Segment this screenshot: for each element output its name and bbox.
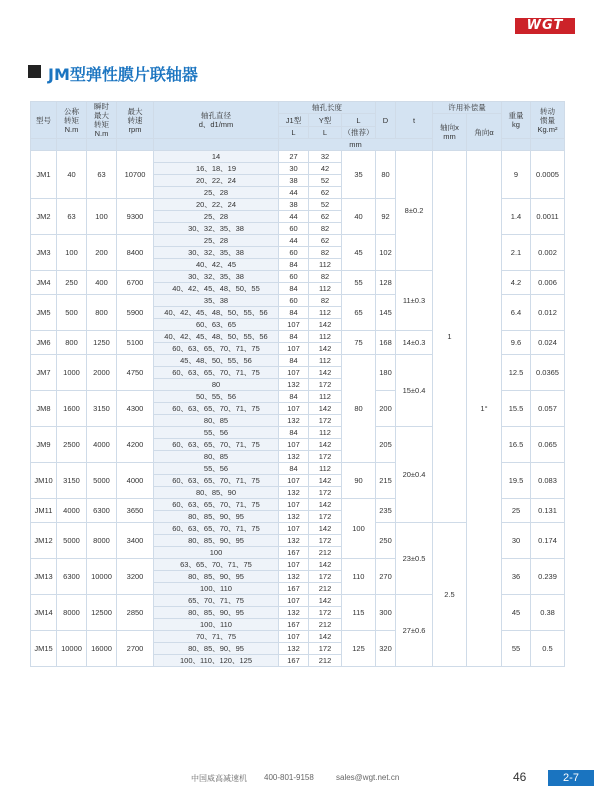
- header-blank: [117, 139, 154, 151]
- d-cell: 80: [376, 151, 396, 199]
- peak-torque-cell: 16000: [87, 631, 117, 667]
- bore-diameter-cell: 100: [154, 547, 279, 559]
- model-cell: JM6: [31, 331, 57, 355]
- y-length-cell: 112: [309, 355, 342, 367]
- y-length-cell: 142: [309, 499, 342, 511]
- header-blank: [31, 139, 57, 151]
- j1-length-cell: 132: [279, 511, 309, 523]
- j1-length-cell: 84: [279, 355, 309, 367]
- max-speed-cell: 4750: [117, 355, 154, 391]
- nominal-torque-cell: 1000: [57, 355, 87, 391]
- peak-torque-cell: 12500: [87, 595, 117, 631]
- inertia-cell: 0.174: [531, 523, 565, 559]
- nominal-torque-cell: 250: [57, 271, 87, 295]
- bore-diameter-cell: 55、56: [154, 463, 279, 475]
- weight-cell: 6.4: [502, 295, 531, 331]
- y-length-cell: 82: [309, 295, 342, 307]
- inertia-cell: 0.0011: [531, 199, 565, 235]
- model-cell: JM5: [31, 295, 57, 331]
- nominal-torque-cell: 10000: [57, 631, 87, 667]
- header-l-length: L: [342, 114, 376, 127]
- bore-diameter-cell: 55、56: [154, 427, 279, 439]
- j1-length-cell: 167: [279, 583, 309, 595]
- y-length-cell: 112: [309, 463, 342, 475]
- bore-diameter-cell: 20、22、24: [154, 175, 279, 187]
- peak-torque-cell: 400: [87, 271, 117, 295]
- weight-cell: 19.5: [502, 463, 531, 499]
- model-cell: JM15: [31, 631, 57, 667]
- d-cell: 200: [376, 391, 396, 427]
- header-blank: [154, 139, 279, 151]
- inertia-cell: 0.006: [531, 271, 565, 295]
- bore-diameter-cell: 100、110、120、125: [154, 655, 279, 667]
- d-cell: 168: [376, 331, 396, 355]
- y-length-cell: 112: [309, 259, 342, 271]
- l-recommended-cell: 75: [342, 331, 376, 355]
- bore-diameter-cell: 80: [154, 379, 279, 391]
- square-bullet-icon: [28, 65, 41, 78]
- d-cell: 128: [376, 271, 396, 295]
- y-length-cell: 172: [309, 571, 342, 583]
- bore-diameter-cell: 25、28: [154, 211, 279, 223]
- y-length-cell: 172: [309, 379, 342, 391]
- bore-diameter-cell: 40、42、45: [154, 259, 279, 271]
- j1-length-cell: 60: [279, 295, 309, 307]
- table-header: [31, 102, 565, 151]
- header-j1-type: J1型: [279, 114, 309, 127]
- header-unit-mm: mm: [279, 139, 433, 151]
- d-cell: 145: [376, 295, 396, 331]
- header-blank: [531, 139, 565, 151]
- j1-length-cell: 84: [279, 331, 309, 343]
- j1-length-cell: 60: [279, 247, 309, 259]
- model-cell: JM2: [31, 199, 57, 235]
- j1-length-cell: 84: [279, 259, 309, 271]
- j1-length-cell: 84: [279, 283, 309, 295]
- j1-length-cell: 167: [279, 655, 309, 667]
- j1-length-cell: 107: [279, 319, 309, 331]
- model-cell: JM4: [31, 271, 57, 295]
- j1-length-cell: 84: [279, 307, 309, 319]
- t-cell: 27±0.6: [396, 595, 433, 667]
- axial-cell: 2.5: [433, 523, 467, 667]
- max-speed-cell: 9300: [117, 199, 154, 235]
- bore-diameter-cell: 100、110: [154, 619, 279, 631]
- bore-diameter-cell: 70、71、75: [154, 631, 279, 643]
- y-length-cell: 112: [309, 427, 342, 439]
- d-cell: 205: [376, 427, 396, 463]
- specification-table: [30, 101, 565, 667]
- inertia-cell: 0.5: [531, 631, 565, 667]
- peak-torque-cell: 4000: [87, 427, 117, 463]
- j1-length-cell: 107: [279, 439, 309, 451]
- nominal-torque-cell: 1600: [57, 391, 87, 427]
- model-cell: JM7: [31, 355, 57, 391]
- weight-cell: 9.6: [502, 331, 531, 355]
- inertia-cell: 0.012: [531, 295, 565, 331]
- peak-torque-cell: 3150: [87, 391, 117, 427]
- footer-company: 中国威高减速机: [191, 774, 247, 783]
- header-t: t: [396, 102, 433, 139]
- model-cell: JM12: [31, 523, 57, 559]
- y-length-cell: 172: [309, 451, 342, 463]
- weight-cell: 30: [502, 523, 531, 559]
- j1-length-cell: 84: [279, 391, 309, 403]
- bore-diameter-cell: 80、85: [154, 451, 279, 463]
- l-recommended-cell: 100: [342, 499, 376, 559]
- y-length-cell: 62: [309, 211, 342, 223]
- j1-length-cell: 44: [279, 211, 309, 223]
- y-length-cell: 42: [309, 163, 342, 175]
- bore-diameter-cell: 40、42、45、48、50、55、56: [154, 307, 279, 319]
- max-speed-cell: 3200: [117, 559, 154, 595]
- j1-length-cell: 38: [279, 199, 309, 211]
- axial-cell: 1: [433, 151, 467, 523]
- header-max-speed: 最大 转速 rpm: [117, 102, 154, 139]
- section-badge: 2-7: [548, 770, 594, 786]
- y-length-cell: 112: [309, 307, 342, 319]
- header-bore-diameter: 轴孔直径 d、d1/mm: [154, 102, 279, 139]
- nominal-torque-cell: 3150: [57, 463, 87, 499]
- j1-length-cell: 44: [279, 187, 309, 199]
- max-speed-cell: 4000: [117, 463, 154, 499]
- d-cell: 102: [376, 235, 396, 271]
- max-speed-cell: 2850: [117, 595, 154, 631]
- table-row: [31, 151, 565, 163]
- nominal-torque-cell: 63: [57, 199, 87, 235]
- y-length-cell: 212: [309, 619, 342, 631]
- y-length-cell: 82: [309, 223, 342, 235]
- j1-length-cell: 60: [279, 223, 309, 235]
- l-recommended-cell: 110: [342, 559, 376, 595]
- inertia-cell: 0.083: [531, 463, 565, 499]
- weight-cell: 1.4: [502, 199, 531, 235]
- peak-torque-cell: 10000: [87, 559, 117, 595]
- max-speed-cell: 4200: [117, 427, 154, 463]
- model-cell: JM13: [31, 559, 57, 595]
- y-length-cell: 82: [309, 247, 342, 259]
- y-length-cell: 112: [309, 283, 342, 295]
- max-speed-cell: 4300: [117, 391, 154, 427]
- l-recommended-cell: 35: [342, 151, 376, 199]
- j1-length-cell: 107: [279, 475, 309, 487]
- bore-diameter-cell: 80、85、90、95: [154, 535, 279, 547]
- d-cell: 180: [376, 355, 396, 391]
- bore-diameter-cell: 40、42、45、48、50、55、56: [154, 331, 279, 343]
- max-speed-cell: 2700: [117, 631, 154, 667]
- y-length-cell: 172: [309, 535, 342, 547]
- weight-cell: 55: [502, 631, 531, 667]
- weight-cell: 15.5: [502, 391, 531, 427]
- j1-length-cell: 30: [279, 163, 309, 175]
- footer-phone: 400-801-9158: [264, 773, 314, 782]
- bore-diameter-cell: 80、85、90: [154, 487, 279, 499]
- bore-diameter-cell: 30、32、35、38: [154, 223, 279, 235]
- bore-diameter-cell: 60、63、65、70、71、75: [154, 439, 279, 451]
- y-length-cell: 62: [309, 235, 342, 247]
- weight-cell: 16.5: [502, 427, 531, 463]
- inertia-cell: 0.065: [531, 427, 565, 463]
- t-cell: 14±0.3: [396, 331, 433, 355]
- bore-diameter-cell: 63、65、70、71、75: [154, 559, 279, 571]
- nominal-torque-cell: 500: [57, 295, 87, 331]
- y-length-cell: 142: [309, 631, 342, 643]
- j1-length-cell: 132: [279, 487, 309, 499]
- bore-diameter-cell: 30、32、35、38: [154, 247, 279, 259]
- l-recommended-cell: 125: [342, 631, 376, 667]
- wgt-logo: WGT: [515, 18, 575, 34]
- bore-diameter-cell: 65、70、71、75: [154, 595, 279, 607]
- inertia-cell: 0.024: [531, 331, 565, 355]
- bore-diameter-cell: 60、63、65: [154, 319, 279, 331]
- d-cell: 270: [376, 559, 396, 595]
- j1-length-cell: 132: [279, 379, 309, 391]
- j1-length-cell: 84: [279, 427, 309, 439]
- t-cell: 15±0.4: [396, 355, 433, 427]
- y-length-cell: 52: [309, 175, 342, 187]
- footer-email-link[interactable]: sales@wgt.net.cn: [336, 773, 400, 782]
- bore-diameter-cell: 60、63、65、70、71、75: [154, 403, 279, 415]
- nominal-torque-cell: 5000: [57, 523, 87, 559]
- j1-length-cell: 107: [279, 343, 309, 355]
- j1-length-cell: 167: [279, 547, 309, 559]
- peak-torque-cell: 5000: [87, 463, 117, 499]
- max-speed-cell: 6700: [117, 271, 154, 295]
- header-y-l: L: [309, 127, 342, 139]
- weight-cell: 36: [502, 559, 531, 595]
- model-cell: JM14: [31, 595, 57, 631]
- j1-length-cell: 107: [279, 403, 309, 415]
- header-compensation: 许用补偿量: [433, 102, 502, 114]
- y-length-cell: 52: [309, 199, 342, 211]
- header-axial: 轴向x mm: [433, 114, 467, 151]
- inertia-cell: 0.0005: [531, 151, 565, 199]
- j1-length-cell: 132: [279, 643, 309, 655]
- weight-cell: 2.1: [502, 235, 531, 271]
- table-body: [31, 151, 565, 667]
- j1-length-cell: 132: [279, 415, 309, 427]
- header-peak-torque: 瞬时 最大 转矩 N.m: [87, 102, 117, 139]
- l-recommended-cell: 115: [342, 595, 376, 631]
- bore-diameter-cell: 80、85、90、95: [154, 643, 279, 655]
- bore-diameter-cell: 35、38: [154, 295, 279, 307]
- j1-length-cell: 107: [279, 499, 309, 511]
- page-number: 46: [513, 770, 527, 784]
- y-length-cell: 212: [309, 547, 342, 559]
- t-cell: 8±0.2: [396, 151, 433, 271]
- j1-length-cell: 44: [279, 235, 309, 247]
- j1-length-cell: 107: [279, 631, 309, 643]
- y-length-cell: 142: [309, 343, 342, 355]
- t-cell: 23±0.5: [396, 523, 433, 595]
- l-recommended-cell: 65: [342, 295, 376, 331]
- weight-cell: 4.2: [502, 271, 531, 295]
- j1-length-cell: 107: [279, 523, 309, 535]
- max-speed-cell: 8400: [117, 235, 154, 271]
- y-length-cell: 62: [309, 187, 342, 199]
- y-length-cell: 142: [309, 475, 342, 487]
- j1-length-cell: 38: [279, 175, 309, 187]
- weight-cell: 45: [502, 595, 531, 631]
- j1-length-cell: 107: [279, 367, 309, 379]
- bore-diameter-cell: 80、85: [154, 415, 279, 427]
- inertia-cell: 0.057: [531, 391, 565, 427]
- max-speed-cell: 3650: [117, 499, 154, 523]
- header-y-type: Y型: [309, 114, 342, 127]
- y-length-cell: 142: [309, 403, 342, 415]
- inertia-cell: 0.002: [531, 235, 565, 271]
- peak-torque-cell: 100: [87, 199, 117, 235]
- nominal-torque-cell: 100: [57, 235, 87, 271]
- peak-torque-cell: 800: [87, 295, 117, 331]
- max-speed-cell: 3400: [117, 523, 154, 559]
- j1-length-cell: 132: [279, 535, 309, 547]
- nominal-torque-cell: 2500: [57, 427, 87, 463]
- y-length-cell: 112: [309, 391, 342, 403]
- y-length-cell: 172: [309, 487, 342, 499]
- header-weight: 重量 kg: [502, 102, 531, 139]
- bore-diameter-cell: 60、63、65、70、71、75: [154, 343, 279, 355]
- l-recommended-cell: 55: [342, 271, 376, 295]
- j1-length-cell: 107: [279, 559, 309, 571]
- j1-length-cell: 167: [279, 619, 309, 631]
- l-recommended-cell: 90: [342, 463, 376, 499]
- header-blank: [502, 139, 531, 151]
- y-length-cell: 142: [309, 559, 342, 571]
- y-length-cell: 172: [309, 415, 342, 427]
- bore-diameter-cell: 80、85、90、95: [154, 607, 279, 619]
- nominal-torque-cell: 4000: [57, 499, 87, 523]
- l-recommended-cell: 40: [342, 199, 376, 235]
- max-speed-cell: 5100: [117, 331, 154, 355]
- y-length-cell: 142: [309, 319, 342, 331]
- j1-length-cell: 132: [279, 571, 309, 583]
- max-speed-cell: 10700: [117, 151, 154, 199]
- inertia-cell: 0.38: [531, 595, 565, 631]
- page-title: JM型弹性膜片联轴器: [48, 65, 198, 84]
- header-d: D: [376, 102, 396, 139]
- d-cell: 235: [376, 499, 396, 523]
- model-cell: JM11: [31, 499, 57, 523]
- bore-diameter-cell: 100、110: [154, 583, 279, 595]
- weight-cell: 12.5: [502, 355, 531, 391]
- header-blank: [57, 139, 87, 151]
- y-length-cell: 112: [309, 331, 342, 343]
- y-length-cell: 172: [309, 511, 342, 523]
- y-length-cell: 142: [309, 367, 342, 379]
- y-length-cell: 32: [309, 151, 342, 163]
- d-cell: 300: [376, 595, 396, 631]
- l-recommended-cell: 80: [342, 355, 376, 463]
- y-length-cell: 212: [309, 655, 342, 667]
- j1-length-cell: 60: [279, 271, 309, 283]
- bore-diameter-cell: 25、28: [154, 187, 279, 199]
- max-speed-cell: 5900: [117, 295, 154, 331]
- model-cell: JM10: [31, 463, 57, 499]
- y-length-cell: 172: [309, 607, 342, 619]
- model-cell: JM3: [31, 235, 57, 271]
- y-length-cell: 142: [309, 439, 342, 451]
- bore-diameter-cell: 80、85、90、95: [154, 571, 279, 583]
- y-length-cell: 172: [309, 643, 342, 655]
- header-hub-length: 轴孔长度: [279, 102, 376, 114]
- peak-torque-cell: 63: [87, 151, 117, 199]
- peak-torque-cell: 6300: [87, 499, 117, 523]
- t-cell: 20±0.4: [396, 427, 433, 523]
- d-cell: 215: [376, 463, 396, 499]
- bore-diameter-cell: 80、85、90、95: [154, 511, 279, 523]
- nominal-torque-cell: 6300: [57, 559, 87, 595]
- inertia-cell: 0.131: [531, 499, 565, 523]
- page-footer: [0, 770, 594, 786]
- peak-torque-cell: 8000: [87, 523, 117, 559]
- weight-cell: 9: [502, 151, 531, 199]
- l-recommended-cell: 45: [342, 235, 376, 271]
- peak-torque-cell: 2000: [87, 355, 117, 391]
- d-cell: 250: [376, 523, 396, 559]
- j1-length-cell: 84: [279, 463, 309, 475]
- bore-diameter-cell: 60、63、65、70、71、75: [154, 523, 279, 535]
- header-inertia: 转动 惯量 Kg.m²: [531, 102, 565, 139]
- j1-length-cell: 27: [279, 151, 309, 163]
- peak-torque-cell: 200: [87, 235, 117, 271]
- j1-length-cell: 107: [279, 595, 309, 607]
- j1-length-cell: 132: [279, 451, 309, 463]
- bore-diameter-cell: 60、63、65、70、71、75: [154, 499, 279, 511]
- header-l-recommended: （推荐）: [342, 127, 376, 139]
- bore-diameter-cell: 60、63、65、70、71、75: [154, 367, 279, 379]
- inertia-cell: 0.0365: [531, 355, 565, 391]
- model-cell: JM9: [31, 427, 57, 463]
- y-length-cell: 142: [309, 595, 342, 607]
- bore-diameter-cell: 16、18、19: [154, 163, 279, 175]
- peak-torque-cell: 1250: [87, 331, 117, 355]
- bore-diameter-cell: 14: [154, 151, 279, 163]
- header-model: 型号: [31, 102, 57, 139]
- t-cell: 11±0.3: [396, 271, 433, 331]
- y-length-cell: 212: [309, 583, 342, 595]
- weight-cell: 25: [502, 499, 531, 523]
- bore-diameter-cell: 20、22、24: [154, 199, 279, 211]
- y-length-cell: 82: [309, 271, 342, 283]
- header-blank: [87, 139, 117, 151]
- y-length-cell: 142: [309, 523, 342, 535]
- nominal-torque-cell: 800: [57, 331, 87, 355]
- model-cell: JM8: [31, 391, 57, 427]
- header-nominal-torque: 公称 转矩 N.m: [57, 102, 87, 139]
- bore-diameter-cell: 45、48、50、55、56: [154, 355, 279, 367]
- header-j1-l: L: [279, 127, 309, 139]
- bore-diameter-cell: 30、32、35、38: [154, 271, 279, 283]
- inertia-cell: 0.239: [531, 559, 565, 595]
- model-cell: JM1: [31, 151, 57, 199]
- bore-diameter-cell: 50、55、56: [154, 391, 279, 403]
- nominal-torque-cell: 8000: [57, 595, 87, 631]
- d-cell: 320: [376, 631, 396, 667]
- j1-length-cell: 132: [279, 607, 309, 619]
- bore-diameter-cell: 40、42、45、48、50、55: [154, 283, 279, 295]
- bore-diameter-cell: 25、28: [154, 235, 279, 247]
- header-angular: 角向α: [467, 114, 502, 151]
- angular-cell: 1°: [467, 151, 502, 667]
- nominal-torque-cell: 40: [57, 151, 87, 199]
- bore-diameter-cell: 60、63、65、70、71、75: [154, 475, 279, 487]
- d-cell: 92: [376, 199, 396, 235]
